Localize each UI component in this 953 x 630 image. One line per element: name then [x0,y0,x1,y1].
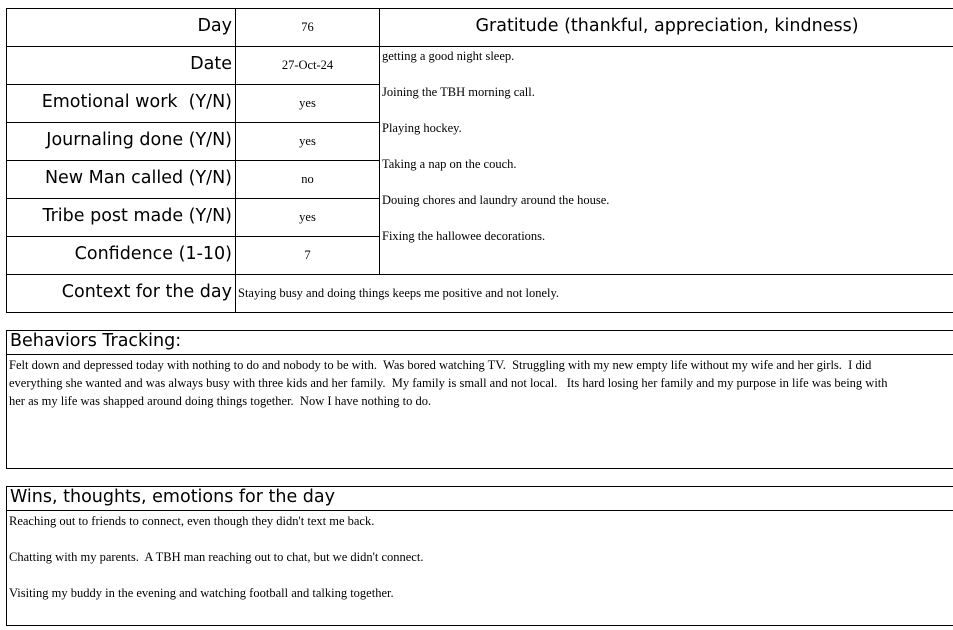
confidence-label: Confidence (1-10) [74,244,232,264]
gratitude-item: Joining the TBH morning call. [382,85,535,99]
behaviors-line: everything she wanted and was always busy with three kids and her family. My family is small and not local. Its hard losing her family and my purpose in life was being with [9,376,888,390]
confidence-value: 7 [304,248,311,262]
row-divider [6,198,380,199]
emotional-work-label: Emotional work (Y/N) [41,92,232,112]
row-divider [6,122,380,123]
new-man-called-value: no [301,172,314,186]
day-label: Day [197,16,232,36]
gratitude-header-divider [379,46,953,47]
behaviors-line: Felt down and depressed today with nothing to do and nobody to be with. Was bored watching TV. Struggling with my new empty life without my wife and her girls. I did [9,358,872,372]
wins-item: Reaching out to friends to connect, even though they didn't text me back. [9,514,375,528]
wins-header-divider [6,510,953,511]
row-divider [6,160,380,161]
new-man-called-label: New Man called (Y/N) [44,168,232,188]
gratitude-item: Playing hockey. [382,121,462,135]
row-divider [6,46,380,47]
journaling-label: Journaling done (Y/N) [46,130,232,150]
emotional-work-value: yes [299,96,316,110]
behaviors-header-divider [6,354,953,355]
gratitude-item: Fixing the hallowee decorations. [382,229,546,243]
gratitude-title: Gratitude (thankful, appreciation, kindness) [475,16,859,36]
value-column-divider [379,8,380,275]
tribe-post-value: yes [299,210,316,224]
date-label: Date [190,54,232,74]
row-divider [6,84,380,85]
row-divider [6,236,380,237]
date-value: 27-Oct-24 [281,58,334,72]
journaling-value: yes [299,134,316,148]
wins-item: Chatting with my parents. A TBH man reaching out to chat, but we didn't connect. [9,550,424,564]
behaviors-title: Behaviors Tracking: [10,331,182,351]
gratitude-item: getting a good night sleep. [382,49,515,63]
context-label: Context for the day [61,282,232,302]
tribe-post-label: Tribe post made (Y/N) [42,206,232,226]
gratitude-item: Taking a nap on the couch. [382,157,517,171]
behaviors-line: her as my life was shapped around doing things together. Now I have nothing to do. [9,394,432,408]
day-value: 76 [301,20,314,34]
wins-item: Visiting my buddy in the evening and watching football and talking together. [9,586,394,600]
gratitude-item: Douing chores and laundry around the house. [382,193,610,207]
wins-title: Wins, thoughts, emotions for the day [10,487,335,507]
context-value: Staying busy and doing things keeps me positive and not lonely. [238,286,560,300]
context-divider [6,274,953,275]
